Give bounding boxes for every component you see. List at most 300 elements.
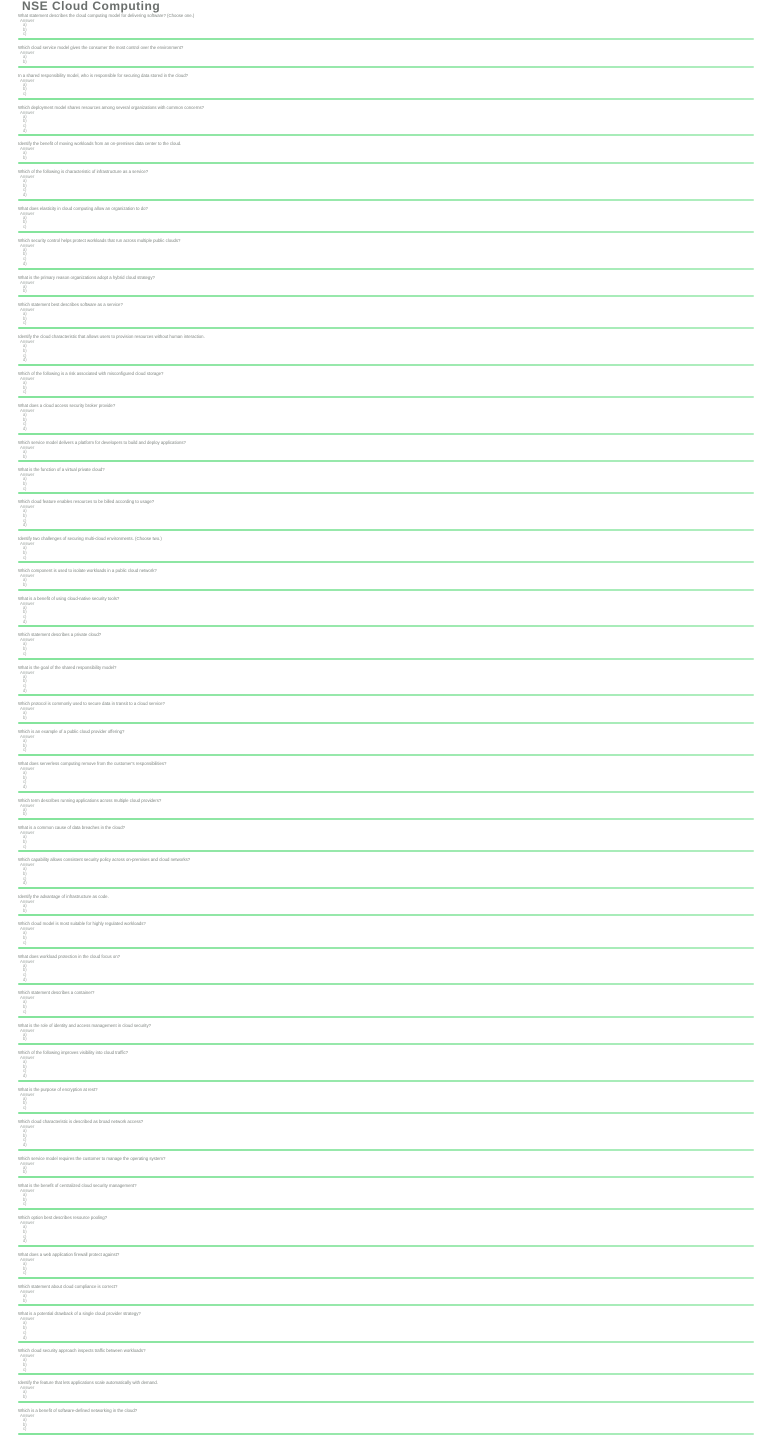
question-item — [18, 1214, 754, 1251]
question-text: Identify the feature that lets applications scale automatically with demand. — [18, 1380, 158, 1386]
option-item: a) — [23, 214, 27, 220]
option-item: b) — [23, 453, 27, 459]
question-text: Which statement describes a private cloud? — [18, 632, 102, 638]
answer-label: Answer — [20, 733, 35, 739]
option-item: a) — [23, 903, 27, 909]
option-item: a) — [23, 545, 27, 551]
option-item: b) — [23, 838, 27, 844]
highlight-divider — [18, 1401, 754, 1403]
question-item — [18, 595, 754, 632]
highlight-divider — [18, 98, 754, 100]
option-item: a) — [23, 283, 27, 289]
highlight-divider — [18, 364, 754, 366]
option-item: b) — [23, 1100, 27, 1106]
option-item: a) — [23, 604, 27, 610]
options-list — [23, 808, 754, 817]
question-item — [18, 856, 754, 893]
question-item — [18, 402, 754, 439]
option-item: a) — [23, 1095, 27, 1101]
option-item: a) — [23, 737, 27, 743]
question-text: What is the benefit of centralized cloud security management? — [18, 1183, 137, 1189]
options-list — [23, 606, 754, 625]
option-item: d) — [23, 1141, 27, 1147]
option-item: c) — [23, 31, 27, 37]
option-item: b) — [23, 581, 27, 587]
option-item: b) — [23, 480, 27, 486]
highlight-divider — [18, 134, 754, 136]
question-item — [18, 700, 754, 727]
options-list — [23, 179, 754, 198]
option-item: c) — [23, 650, 27, 656]
highlight-divider — [18, 162, 754, 164]
question-item — [18, 535, 754, 567]
options-list — [23, 964, 754, 983]
answer-label: Answer — [20, 1027, 35, 1033]
question-item — [18, 1407, 754, 1439]
option-item: c) — [23, 1137, 27, 1143]
highlight-divider — [18, 396, 754, 398]
question-text: Which service model requires the customer to manage the operating system? — [18, 1155, 166, 1161]
highlight-divider — [18, 1080, 754, 1082]
question-item — [18, 1155, 754, 1182]
highlight-divider — [18, 754, 754, 756]
question-text: What is a common cause of data breaches in the cloud? — [18, 825, 126, 831]
question-text: What is the function of a virtual private cloud? — [18, 467, 105, 473]
options-list — [23, 1000, 754, 1014]
highlight-divider — [18, 1373, 754, 1375]
question-item — [18, 1022, 754, 1049]
answer-label: Answer — [20, 1188, 35, 1194]
question-text: What does workload protection in the cloud focus on? — [18, 953, 120, 959]
option-item: a) — [23, 1192, 27, 1198]
options-list — [23, 83, 754, 97]
question-text: Identify the benefit of moving workloads from an on-premises data center to the cloud. — [18, 141, 182, 147]
highlight-divider — [18, 658, 754, 660]
options-list — [23, 285, 754, 294]
answer-label: Answer — [20, 242, 35, 248]
question-item — [18, 664, 754, 701]
question-text: What is a benefit of using cloud-native security tools? — [18, 595, 120, 601]
highlight-divider — [18, 1341, 754, 1343]
question-item — [18, 274, 754, 301]
options-list — [23, 216, 754, 230]
option-item: b) — [23, 907, 27, 913]
option-item: c) — [23, 256, 27, 262]
options-list — [23, 1166, 754, 1175]
question-item — [18, 1086, 754, 1118]
highlight-divider — [18, 1304, 754, 1306]
options-list — [23, 23, 754, 37]
question-item — [18, 728, 754, 760]
highlight-divider — [18, 722, 754, 724]
answer-label: Answer — [20, 1160, 35, 1166]
question-text: Identify two challenges of securing multi-cloud environments. (Choose two.) — [18, 536, 162, 542]
option-item: b) — [23, 86, 27, 92]
option-item: b) — [23, 1228, 27, 1234]
option-item: c) — [23, 939, 27, 945]
answer-label: Answer — [20, 1220, 35, 1226]
option-item: c) — [23, 352, 27, 358]
option-item: c) — [23, 843, 27, 849]
option-item: b) — [23, 1169, 27, 1175]
highlight-divider — [18, 1176, 754, 1178]
option-item: b) — [23, 1196, 27, 1202]
options-list — [23, 1321, 754, 1340]
highlight-divider — [18, 850, 754, 852]
options-list — [23, 642, 754, 656]
highlight-divider — [18, 327, 754, 329]
question-text: In a shared responsibility model, who is responsible for securing data stored in the cloud? — [18, 72, 189, 78]
option-item: c) — [23, 421, 27, 427]
answer-label: Answer — [20, 995, 35, 1001]
question-text: Which cloud service model gives the consumer the most control over the environment? — [18, 45, 184, 51]
question-text: Which cloud security approach inspects traffic between workloads? — [18, 1348, 146, 1354]
question-text: Which cloud model is most suitable for highly regulated workloads? — [18, 921, 146, 927]
question-item — [18, 205, 754, 237]
question-text: Which is a benefit of software-defined networking in the cloud? — [18, 1407, 138, 1413]
option-item: b) — [23, 251, 27, 257]
question-item — [18, 1182, 754, 1214]
highlight-divider — [18, 1016, 754, 1018]
answer-label: Answer — [20, 830, 35, 836]
highlight-divider — [18, 38, 754, 40]
answer-label: Answer — [20, 210, 35, 216]
option-item: a) — [23, 1357, 27, 1363]
option-item: a) — [23, 150, 27, 156]
highlight-divider — [18, 231, 754, 233]
highlight-divider — [18, 460, 754, 462]
answer-label: Answer — [20, 1412, 35, 1418]
option-item: a) — [23, 1164, 27, 1170]
options-list — [23, 1193, 754, 1207]
answer-label: Answer — [20, 669, 35, 675]
option-item: d) — [23, 191, 27, 197]
option-item: a) — [23, 343, 27, 349]
question-item — [18, 1049, 754, 1086]
option-item: c) — [23, 1008, 27, 1014]
option-item: b) — [23, 1297, 27, 1303]
options-list — [23, 312, 754, 326]
option-item: b) — [23, 1394, 27, 1400]
question-text: Which component is used to isolate workloads in a public cloud network? — [18, 568, 157, 574]
answer-label: Answer — [20, 375, 35, 381]
question-text: Which of the following is a risk associated with misconfigured cloud storage? — [18, 370, 164, 376]
answer-label: Answer — [20, 1256, 35, 1262]
answer-label: Answer — [20, 706, 35, 712]
option-item: a) — [23, 113, 27, 119]
option-item: c) — [23, 1329, 27, 1335]
answer-label: Answer — [20, 408, 35, 414]
option-item: a) — [23, 1416, 27, 1422]
options-list — [23, 1060, 754, 1079]
question-item — [18, 1251, 754, 1283]
question-item — [18, 439, 754, 466]
option-item: a) — [23, 769, 27, 775]
options-list — [23, 931, 754, 945]
options-list — [23, 477, 754, 491]
option-item: a) — [23, 476, 27, 482]
answer-label: Answer — [20, 1054, 35, 1060]
answer-label: Answer — [20, 279, 35, 285]
answer-label: Answer — [20, 1385, 35, 1391]
question-item — [18, 567, 754, 594]
question-item — [18, 301, 754, 333]
option-item: b) — [23, 315, 27, 321]
answer-label: Answer — [20, 472, 35, 478]
options-list — [23, 1262, 754, 1276]
option-item: b) — [23, 155, 27, 161]
option-item: c) — [23, 614, 27, 620]
option-item: b) — [23, 1421, 27, 1427]
option-item: c) — [23, 224, 27, 230]
option-item: d) — [23, 426, 27, 432]
question-item — [18, 920, 754, 952]
answer-label: Answer — [20, 1353, 35, 1359]
answer-label: Answer — [20, 109, 35, 115]
option-item: a) — [23, 1293, 27, 1299]
highlight-divider — [18, 947, 754, 949]
question-item — [18, 333, 754, 370]
question-item — [18, 44, 754, 71]
option-item: b) — [23, 870, 27, 876]
highlight-divider — [18, 1277, 754, 1279]
question-item — [18, 1347, 754, 1379]
question-text: What is a potential drawback of a single cloud provider strategy? — [18, 1311, 141, 1317]
question-item — [18, 1118, 754, 1155]
answer-label: Answer — [20, 504, 35, 510]
question-text: Which cloud characteristic is described as broad network access? — [18, 1118, 144, 1124]
highlight-divider — [18, 914, 754, 916]
option-item: b) — [23, 384, 27, 390]
answer-label: Answer — [20, 802, 35, 808]
option-item: d) — [23, 1334, 27, 1340]
question-text: Which option best describes resource pooling? — [18, 1215, 108, 1221]
option-item: a) — [23, 54, 27, 60]
highlight-divider — [18, 1043, 754, 1045]
options-list — [23, 1418, 754, 1432]
option-item: c) — [23, 485, 27, 491]
option-item: c) — [23, 1366, 27, 1372]
option-item: a) — [23, 22, 27, 27]
highlight-divider — [18, 625, 754, 627]
option-item: b) — [23, 1325, 27, 1331]
option-item: b) — [23, 678, 27, 684]
answer-label: Answer — [20, 573, 35, 579]
option-item: a) — [23, 1320, 27, 1326]
question-item — [18, 12, 754, 44]
option-item: a) — [23, 1260, 27, 1266]
option-item: b) — [23, 182, 27, 188]
options-list — [23, 151, 754, 160]
question-text: Identify the advantage of infrastructure as code. — [18, 894, 109, 900]
highlight-divider — [18, 1112, 754, 1114]
highlight-divider — [18, 791, 754, 793]
option-item: b) — [23, 646, 27, 652]
option-item: a) — [23, 866, 27, 872]
option-item: a) — [23, 246, 27, 252]
question-text: Which is an example of a public cloud provider offering? — [18, 728, 125, 734]
question-text: What is the primary reason organizations adopt a hybrid cloud strategy? — [18, 274, 155, 280]
question-text: Which deployment model shares resources among several organizations with common concerns? — [18, 104, 205, 110]
question-list — [18, 12, 754, 1439]
question-text: Which term describes running applications across multiple cloud providers? — [18, 797, 162, 803]
option-item: a) — [23, 448, 27, 454]
answer-label: Answer — [20, 899, 35, 905]
answer-label: Answer — [20, 50, 35, 56]
highlight-divider — [18, 1433, 754, 1435]
options-list — [23, 867, 754, 886]
question-text: What is the purpose of encryption at rest? — [18, 1086, 98, 1092]
highlight-divider — [18, 1149, 754, 1151]
option-item: d) — [23, 357, 27, 363]
question-item — [18, 893, 754, 920]
option-item: b) — [23, 347, 27, 353]
question-item — [18, 760, 754, 797]
option-item: a) — [23, 962, 27, 968]
option-item: a) — [23, 1224, 27, 1230]
option-item: b) — [23, 1362, 27, 1367]
highlight-divider — [18, 887, 754, 889]
option-item: d) — [23, 618, 27, 624]
option-item: d) — [23, 784, 27, 790]
highlight-divider — [18, 295, 754, 297]
question-text: What does a web application firewall protect against? — [18, 1251, 120, 1257]
option-item: a) — [23, 310, 27, 316]
option-item: c) — [23, 320, 27, 326]
option-item: d) — [23, 687, 27, 693]
answer-label: Answer — [20, 1289, 35, 1295]
answer-label: Answer — [20, 637, 35, 643]
option-item: b) — [23, 26, 27, 32]
option-item: b) — [23, 1063, 27, 1069]
option-item: c) — [23, 1201, 27, 1207]
highlight-divider — [18, 268, 754, 270]
options-list — [23, 344, 754, 363]
question-text: Which statement about cloud compliance is correct? — [18, 1284, 118, 1290]
answer-label: Answer — [20, 600, 35, 606]
highlight-divider — [18, 1208, 754, 1210]
options-list — [23, 1033, 754, 1042]
answer-label: Answer — [20, 541, 35, 547]
question-item — [18, 168, 754, 205]
question-item — [18, 104, 754, 141]
question-text: What does a cloud access security broker provide? — [18, 403, 116, 409]
question-text: What does elasticity in cloud computing allow an organization to do? — [18, 205, 148, 211]
question-item — [18, 797, 754, 824]
option-item: b) — [23, 219, 27, 225]
highlight-divider — [18, 529, 754, 531]
option-item: c) — [23, 187, 27, 193]
option-item: a) — [23, 81, 27, 87]
question-item — [18, 72, 754, 104]
option-item: c) — [23, 747, 27, 753]
highlight-divider — [18, 199, 754, 201]
options-list — [23, 904, 754, 913]
option-item: b) — [23, 416, 27, 422]
option-item: b) — [23, 549, 27, 555]
question-text: Which statement best describes software as a service? — [18, 301, 123, 307]
question-item — [18, 631, 754, 663]
options-list — [23, 739, 754, 753]
question-item — [18, 498, 754, 535]
options-list — [23, 578, 754, 587]
options-list — [23, 1225, 754, 1244]
option-item: b) — [23, 1036, 27, 1042]
answer-label: Answer — [20, 862, 35, 868]
answer-label: Answer — [20, 18, 35, 23]
question-text: Which capability allows consistent security policy across on-premises and cloud networks? — [18, 857, 191, 863]
question-text: Which cloud feature enables resources to be billed according to usage? — [18, 499, 155, 505]
option-item: c) — [23, 1233, 27, 1239]
option-item: b) — [23, 811, 27, 817]
question-text: What is the goal of the shared responsibility model? — [18, 664, 117, 670]
answer-label: Answer — [20, 173, 35, 179]
question-text: What statement describes the cloud computing model for delivering software? (Choose one.) — [18, 13, 195, 18]
question-item — [18, 1283, 754, 1310]
highlight-divider — [18, 561, 754, 563]
options-list — [23, 1358, 754, 1372]
options-list — [23, 509, 754, 528]
option-item: a) — [23, 1127, 27, 1133]
option-item: c) — [23, 1068, 27, 1074]
options-list — [23, 546, 754, 560]
option-item: c) — [23, 389, 27, 395]
options-list — [23, 413, 754, 432]
option-item: c) — [23, 554, 27, 560]
option-item: c) — [23, 90, 27, 96]
page-title: NSE Cloud Computing — [22, 0, 161, 13]
option-item: d) — [23, 260, 27, 266]
option-item: c) — [23, 875, 27, 881]
option-item: d) — [23, 880, 27, 886]
option-item: b) — [23, 609, 27, 615]
option-item: a) — [23, 1058, 27, 1064]
option-item: a) — [23, 1031, 27, 1037]
option-item: a) — [23, 930, 27, 936]
option-item: b) — [23, 935, 27, 941]
highlight-divider — [18, 433, 754, 435]
option-item: a) — [23, 641, 27, 647]
options-list — [23, 771, 754, 790]
option-item: d) — [23, 976, 27, 982]
option-item: a) — [23, 508, 27, 514]
option-item: b) — [23, 288, 27, 294]
option-item: c) — [23, 1105, 27, 1111]
options-list — [23, 1097, 754, 1111]
option-item: b) — [23, 742, 27, 748]
option-item: d) — [23, 127, 27, 133]
option-item: b) — [23, 1265, 27, 1271]
option-item: b) — [23, 967, 27, 973]
option-item: d) — [23, 522, 27, 528]
question-text: Which of the following improves visibility into cloud traffic? — [18, 1049, 129, 1055]
question-text: Which security control helps protect workloads that run across multiple public clouds? — [18, 237, 181, 243]
option-item: b) — [23, 715, 27, 721]
option-item: a) — [23, 806, 27, 812]
question-item — [18, 370, 754, 402]
question-text: What is the role of identity and access management in cloud security? — [18, 1022, 152, 1028]
option-item: a) — [23, 1389, 27, 1395]
option-item: b) — [23, 774, 27, 780]
answer-label: Answer — [20, 339, 35, 345]
options-list — [23, 381, 754, 395]
option-item: c) — [23, 779, 27, 785]
option-item: c) — [23, 683, 27, 688]
options-list — [23, 450, 754, 459]
question-item — [18, 1379, 754, 1406]
option-item: c) — [23, 971, 27, 977]
option-item: d) — [23, 1073, 27, 1079]
